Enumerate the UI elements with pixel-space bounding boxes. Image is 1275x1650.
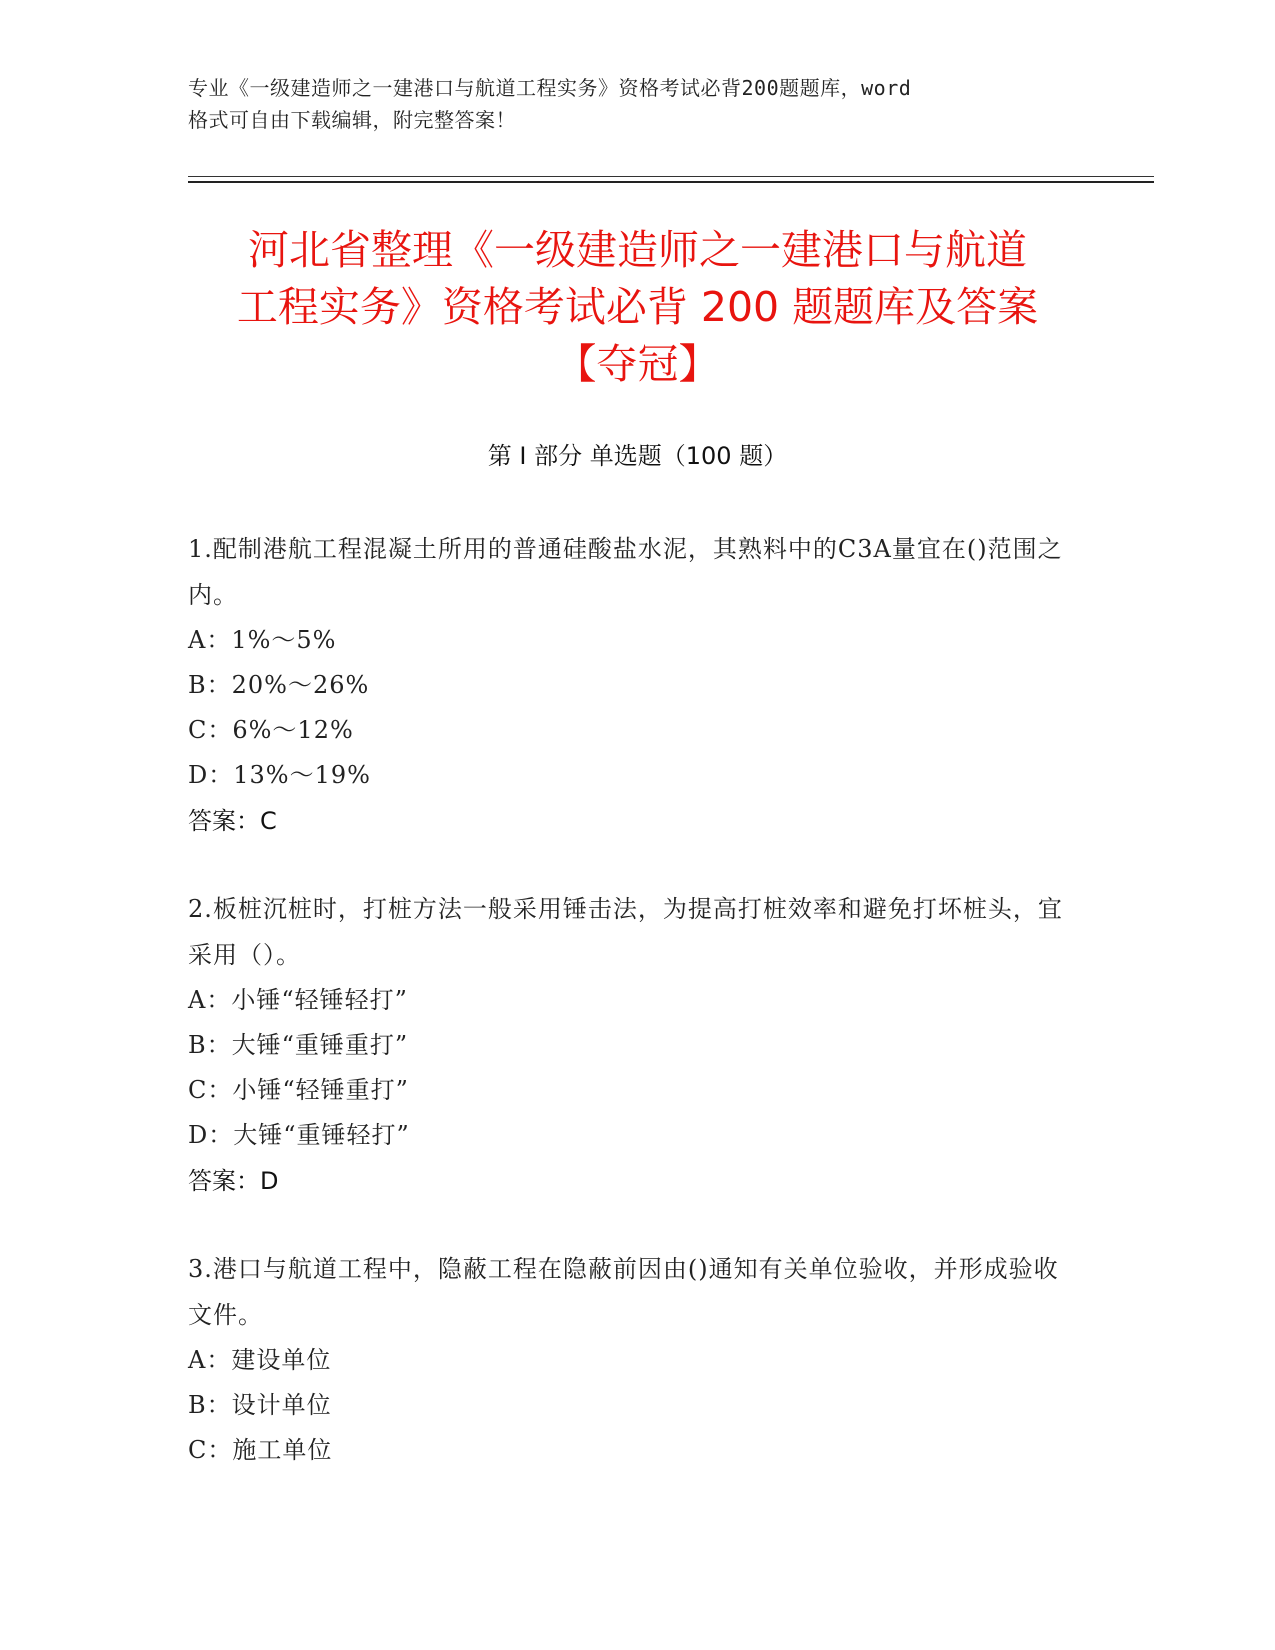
option-b: B：设计单位 (188, 1391, 332, 1419)
option-b: B：20%～26% (188, 671, 370, 699)
option-a: A：小锤“轻锤轻打” (188, 986, 408, 1014)
header-divider-thin (188, 176, 1154, 177)
intro-line-1: 专业《一级建造师之一建港口与航道工程实务》资格考试必背200题题库，word (188, 76, 912, 100)
section-heading: 第 I 部分 单选题（100 题） (487, 442, 788, 470)
answer-text: 答案：D (188, 1167, 279, 1195)
option-c: C：6%～12% (188, 716, 354, 744)
option-d: D：13%～19% (188, 761, 371, 789)
option-a: A：建设单位 (188, 1346, 332, 1374)
option-b: B：大锤“重锤重打” (188, 1031, 409, 1059)
question-2 (188, 886, 1068, 1204)
question-stem: 1.配制港航工程混凝土所用的普通硅酸盐水泥，其熟料中的C3A量宜在()范围之内。 (188, 535, 1063, 609)
option-d: D：大锤“重锤轻打” (188, 1121, 410, 1149)
title-line-2: 工程实务》资格考试必背 200 题题库及答案 (236, 283, 1039, 331)
question-stem: 2.板桩沉桩时，打桩方法一般采用锤击法，为提高打桩效率和避免打坏桩头，宜采用（）。 (188, 895, 1063, 969)
intro-paragraph (188, 72, 1068, 136)
answer-text: 答案：C (188, 807, 277, 835)
title-line-1: 河北省整理《一级建造师之一建港口与航道 (248, 226, 1027, 274)
question-3 (188, 1246, 1068, 1473)
header-divider-thick (188, 181, 1154, 183)
option-c: C：施工单位 (188, 1436, 333, 1464)
question-1 (188, 526, 1068, 844)
question-stem: 3.港口与航道工程中，隐蔽工程在隐蔽前因由()通知有关单位验收，并形成验收文件。 (188, 1255, 1059, 1329)
intro-line-2: 格式可自由下载编辑，附完整答案！ (188, 108, 516, 132)
option-c: C：小锤“轻锤重打” (188, 1076, 409, 1104)
document-title (150, 222, 1125, 393)
title-line-3: 【夺冠】 (555, 340, 720, 388)
option-a: A：1%～5% (188, 626, 337, 654)
question-list (188, 526, 1068, 1515)
